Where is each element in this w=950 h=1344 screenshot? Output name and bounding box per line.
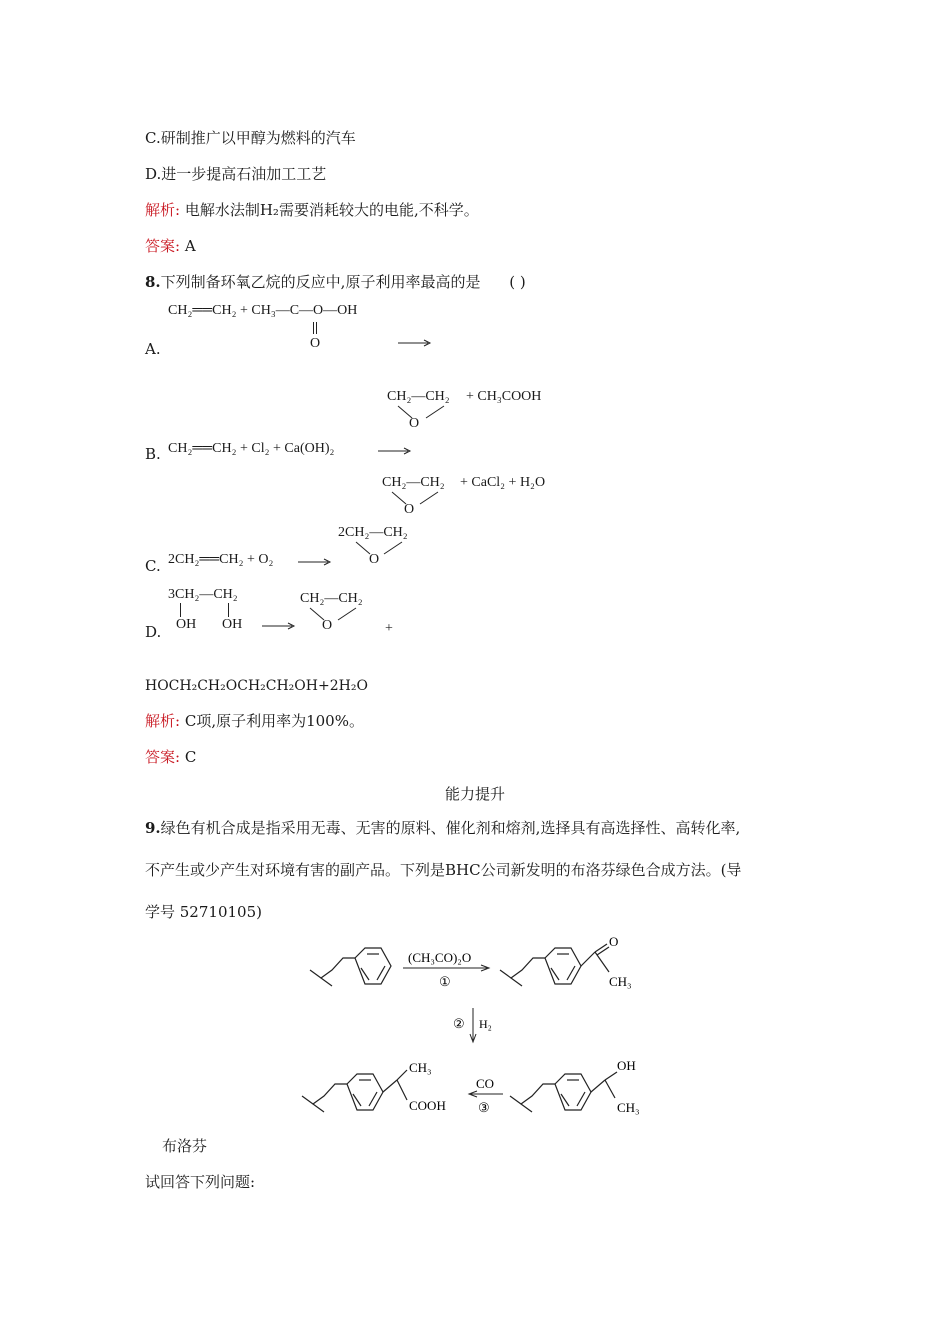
- analysis-text: C项,原子利用率为100%。: [184, 712, 364, 730]
- carbonyl-oxygen: O: [310, 336, 321, 351]
- option-c-line: C.研制推广以甲醇为燃料的汽车: [145, 129, 356, 147]
- step-1-label: ①: [439, 974, 451, 989]
- analysis-8: [145, 711, 364, 731]
- option-b-product-rest: + CaCl₂ + H₂O: [460, 475, 546, 490]
- option-d-reactant: 3CH₂—CH₂: [168, 587, 238, 602]
- methyl-1: CH₃: [609, 974, 632, 989]
- answer-label: 答案:: [145, 748, 181, 766]
- option-b-label: B.: [145, 445, 161, 463]
- alcohol-structure: [510, 1072, 617, 1112]
- answer-label: 答案:: [145, 237, 181, 255]
- question-text: 下列制备环氧乙烷的反应中,原子利用率最高的是: [160, 273, 481, 291]
- ibuprofen-synthesis-scheme: [295, 928, 655, 1128]
- answer-8: [145, 747, 196, 767]
- analysis-text: 电解水法制H₂需要消耗较大的电能,不科学。: [184, 201, 479, 219]
- methyl-3: CH₃: [409, 1060, 432, 1075]
- hydroxyl-group: OH: [617, 1058, 636, 1073]
- option-d-label: D.: [145, 623, 162, 641]
- hydroxyl-2: OH: [222, 617, 243, 632]
- answer-7: [145, 236, 196, 256]
- ibuprofen-label: 布洛芬: [162, 1137, 208, 1155]
- option-a-product-rest: + CH₃COOH: [466, 389, 542, 404]
- methyl-2: CH₃: [617, 1100, 640, 1115]
- isobutylbenzene-structure: [310, 948, 391, 986]
- option-d-product-ring: CH₂—CH₂: [300, 591, 363, 606]
- epoxide-ring-b: [386, 490, 446, 510]
- option-a-product-ring: CH₂—CH₂: [387, 389, 450, 404]
- reaction-arrow-step2: [470, 1008, 476, 1042]
- oh-bond-2: [228, 603, 229, 617]
- reagent-carbon-monoxide: CO: [476, 1076, 495, 1091]
- question-9-line3: 学号 52710105): [145, 903, 262, 921]
- question-text: 绿色有机合成是指采用无毒、无害的原料、催化剂和熔剂,选择具有高选择性、高转化率,: [160, 819, 741, 837]
- step-3-label: ③: [478, 1100, 490, 1115]
- reaction-arrow-c: [298, 557, 332, 567]
- option-d-tail: HOCH₂CH₂OCH₂CH₂OH+2H₂O: [145, 678, 368, 694]
- step-2-label: ②: [453, 1016, 465, 1031]
- oh-bond-1: [180, 603, 181, 617]
- carbonyl-bond-2: [316, 322, 318, 334]
- epoxide-ring-c: [350, 540, 410, 560]
- reagent-hydrogen: H₂: [479, 1017, 492, 1031]
- option-c-product-ring: 2CH₂—CH₂: [338, 525, 408, 540]
- ring-oxygen-c: O: [369, 552, 380, 567]
- question-number: 8.: [145, 273, 161, 291]
- reaction-arrow-step1: [403, 965, 489, 971]
- option-a-label: A.: [145, 340, 161, 358]
- option-b-equation: CH₂══CH₂ + Cl₂ + Ca(OH)₂: [168, 441, 335, 456]
- option-d-line: D.进一步提高石油加工工艺: [145, 165, 327, 183]
- analysis-label: 解析:: [145, 201, 181, 219]
- question-9-line2: 不产生或少产生对环境有害的副产品。下列是BHC公司新发明的布洛芬绿色合成方法。(导: [145, 861, 742, 879]
- option-c-equation: 2CH₂══CH₂ + O₂: [168, 552, 274, 567]
- reaction-arrow-b: [378, 446, 412, 456]
- answer-text: C: [184, 748, 197, 766]
- option-d-plus: +: [385, 621, 393, 636]
- option-b-product-ring: CH₂—CH₂: [382, 475, 445, 490]
- answer-blank: ( ): [509, 273, 526, 291]
- section-heading: 能力提升: [444, 785, 505, 803]
- question-8: [145, 272, 526, 292]
- reaction-arrow-a: [398, 338, 432, 348]
- ring-oxygen-a: O: [409, 416, 420, 431]
- ibuprofen-structure: [302, 1070, 407, 1112]
- analysis-7: [145, 200, 479, 220]
- hydroxyl-1: OH: [176, 617, 197, 632]
- ring-oxygen-b: O: [404, 502, 415, 517]
- epoxide-ring-a: [392, 404, 452, 424]
- option-c-label: C.: [145, 557, 161, 575]
- reaction-arrow-step3: [469, 1091, 503, 1097]
- ring-oxygen-d: O: [322, 618, 333, 633]
- acetophenone-structure: [500, 944, 609, 986]
- reaction-arrow-d: [262, 621, 296, 631]
- ketone-oxygen: O: [609, 934, 619, 949]
- carbonyl-bond: [313, 322, 315, 334]
- final-prompt: 试回答下列问题:: [145, 1173, 256, 1191]
- epoxide-ring-d: [304, 606, 364, 626]
- analysis-label: 解析:: [145, 712, 181, 730]
- question-9-line1: [145, 818, 740, 838]
- carboxyl-group: COOH: [409, 1098, 446, 1113]
- reagent-acetic-anhydride: (CH₃CO)₂O: [408, 950, 472, 965]
- question-number: 9.: [145, 819, 161, 837]
- option-a-equation: CH₂══CH₂ + CH₃—C—O—OH: [168, 303, 358, 318]
- answer-text: A: [184, 237, 196, 255]
